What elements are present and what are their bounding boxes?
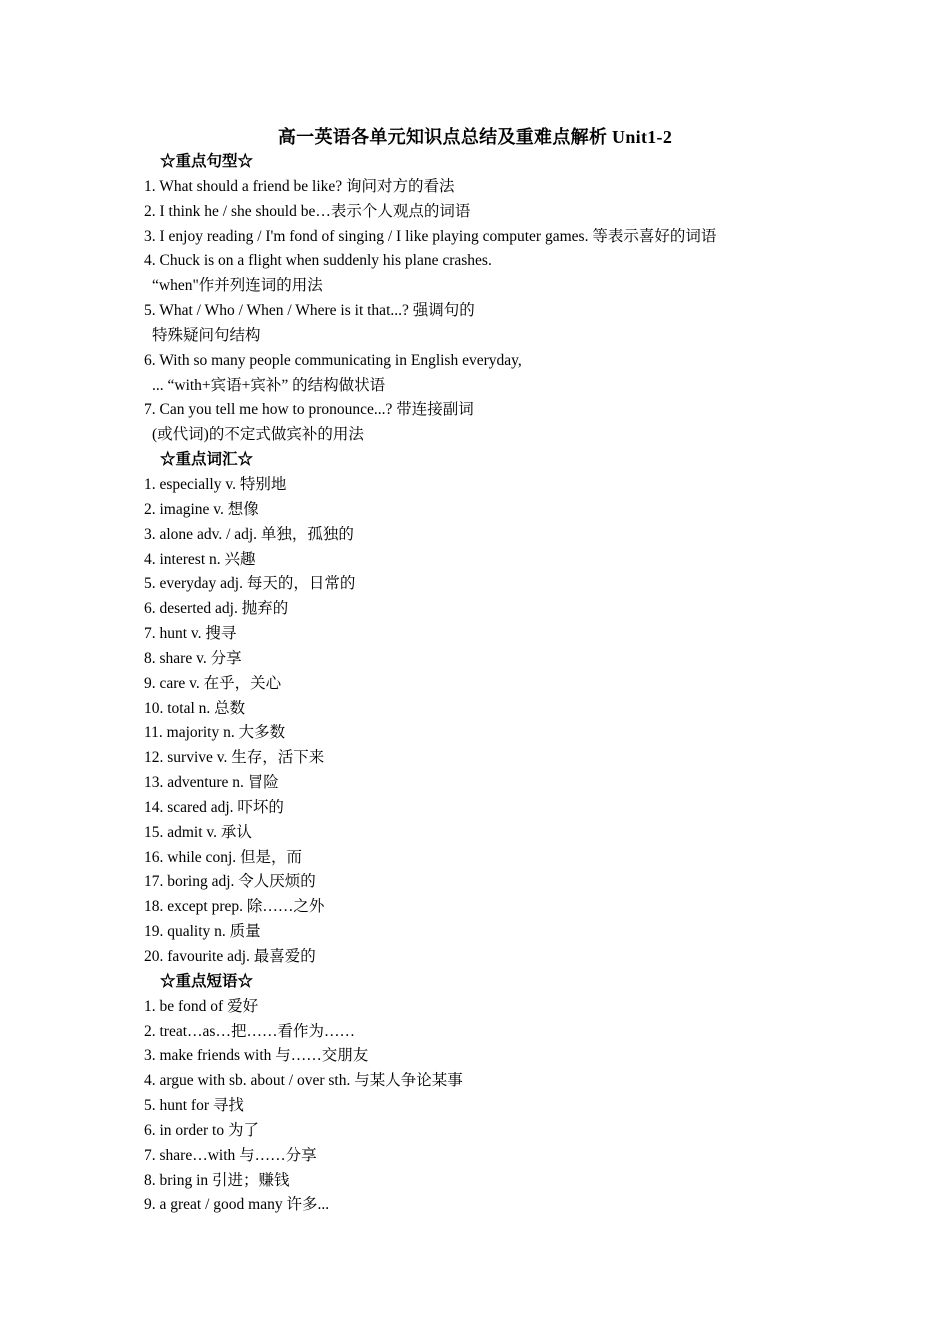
- vocabulary-item: 5. everyday adj. 每天的，日常的: [144, 575, 356, 593]
- sentence-item: 2. I think he / she should be…表示个人观点的词语: [144, 202, 471, 220]
- section-heading-sentence-patterns: ☆重点句型☆: [160, 153, 254, 170]
- vocabulary-item: 6. deserted adj. 抛弃的: [144, 600, 289, 618]
- sentence-item: 5. What / Who / When / Where is it that...? 强调句的: [144, 302, 475, 320]
- vocabulary-item: 17. boring adj. 令人厌烦的: [144, 873, 316, 891]
- vocabulary-item: 14. scared adj. 吓坏的: [144, 798, 284, 816]
- phrase-item: 4. argue with sb. about / over sth. 与某人争论某事: [144, 1072, 463, 1090]
- phrase-item: 3. make friends with 与……交朋友: [144, 1047, 369, 1065]
- sentence-note: 特殊疑问句结构: [152, 326, 261, 344]
- vocabulary-item: 3. alone adv. / adj. 单独，孤独的: [144, 525, 354, 543]
- sentence-note: ... “with+宾语+宾补” 的结构做状语: [152, 376, 386, 394]
- phrase-item: 2. treat…as…把……看作为……: [144, 1022, 355, 1040]
- vocabulary-item: 10. total n. 总数: [144, 699, 246, 717]
- vocabulary-item: 12. survive v. 生存，活下来: [144, 749, 325, 767]
- vocabulary-item: 8. share v. 分享: [144, 649, 242, 667]
- sentence-item: 7. Can you tell me how to pronounce...? 带连接副词: [144, 401, 474, 419]
- sentence-item: 3. I enjoy reading / I'm fond of singing / I like playing computer games. 等表示喜好的词语: [144, 227, 717, 245]
- vocabulary-item: 15. admit v. 承认: [144, 823, 252, 841]
- phrase-item: 7. share…with 与……分享: [144, 1146, 317, 1164]
- phrase-item: 9. a great / good many 许多...: [144, 1196, 330, 1214]
- vocabulary-item: 19. quality n. 质量: [144, 923, 261, 941]
- sentence-item: 4. Chuck is on a flight when suddenly his plane crashes.: [144, 252, 492, 270]
- phrase-item: 5. hunt for 寻找: [144, 1097, 244, 1115]
- sentence-item: 1. What should a friend be like? 询问对方的看法: [144, 177, 455, 195]
- vocabulary-item: 11. majority n. 大多数: [144, 724, 286, 742]
- phrase-item: 1. be fond of 爱好: [144, 997, 259, 1015]
- section-heading-vocabulary: ☆重点词汇☆: [160, 451, 254, 469]
- sentence-item: 6. With so many people communicating in English everyday,: [144, 351, 522, 369]
- vocabulary-item: 13. adventure n. 冒险: [144, 774, 279, 792]
- vocabulary-item: 7. hunt v. 搜寻: [144, 625, 237, 643]
- section-heading-phrases: ☆重点短语☆: [160, 972, 254, 990]
- phrase-item: 8. bring in 引进；赚钱: [144, 1171, 290, 1189]
- vocabulary-item: 1. especially v. 特别地: [144, 475, 287, 493]
- sentence-note: (或代词)的不定式做宾补的用法: [152, 426, 364, 444]
- vocabulary-item: 20. favourite adj. 最喜爱的: [144, 948, 316, 965]
- document-body: [144, 150, 844, 1218]
- sentence-note: “when"作并列连词的用法: [152, 277, 323, 295]
- vocabulary-item: 4. interest n. 兴趣: [144, 550, 256, 568]
- vocabulary-item: 9. care v. 在乎，关心: [144, 674, 282, 692]
- page-title: 高一英语各单元知识点总结及重难点解析 Unit1-2: [277, 127, 673, 147]
- vocabulary-item: 2. imagine v. 想像: [144, 500, 259, 518]
- vocabulary-item: 16. while conj. 但是，而: [144, 848, 302, 866]
- phrase-item: 6. in order to 为了: [144, 1121, 259, 1139]
- vocabulary-item: 18. except prep. 除……之外: [144, 898, 325, 916]
